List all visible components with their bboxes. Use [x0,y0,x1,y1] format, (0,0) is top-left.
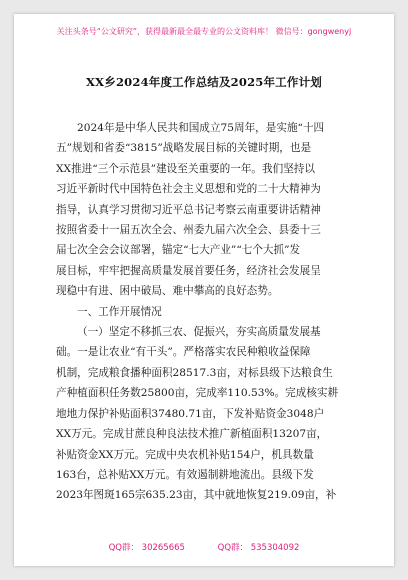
document-page [14,14,394,566]
paragraph-line: 指导，认真学习贯彻习近平总书记考察云南重要讲话精神 [56,203,321,216]
paragraph-line: 地地力保护补贴面积37480.71亩，下发补贴资金3048户 [56,407,325,420]
paragraph-line: 展目标，牢牢把握高质量发展首要任务，经济社会发展呈 [56,264,321,277]
paragraph-line: 产种植面积任务数25800亩，完成率110.53%。完成核实耕 [56,387,339,400]
qq-group-1: QQ群： 30265665 [108,543,185,553]
header-banner: 关注头条号“公文研究”，获得最新最全最专业的公文资料库！ 微信号：gongwenyj [56,27,352,36]
page-title: XX乡2024年度工作总结及2025年工作计划 [86,75,322,89]
paragraph-line: XX推进“三个示范县”建设至关重要的一年。我们坚持以 [56,162,315,175]
paragraph-line: 础。一是让农业“有干头”。严格落实农民种粮收益保障 [56,346,311,359]
paragraph-line: 习近平新时代中国特色社会主义思想和党的二十大精神为 [56,183,321,196]
paragraph-line: 现稳中有进、困中破局、难中攀高的良好态势。 [56,285,279,298]
paragraph-line: 五”规划和省委“3815”战略发展目标的关键时期，也是 [56,142,312,155]
paragraph-line: （一）坚定不移抓三农、促振兴，夯实高质量发展基 [77,326,321,339]
paragraph-line: 补贴资金XX万元。完成中央农机补贴154户，机具数量 [56,448,314,461]
paragraph-line: XX万元。完成甘蔗良种良法技术推广新植面积13207亩， [56,428,328,441]
document-body [56,118,356,506]
qq-group-2: QQ群： 535304092 [217,543,300,553]
paragraph-line: 2023年图斑165宗635.23亩，其中就地恢复219.09亩，补 [56,489,337,502]
footer-contacts [14,541,394,553]
paragraph-line: 按照省委十一届五次全会、州委九届六次全会、县委十三 [56,224,321,237]
paragraph-line: 机制，完成粮食播种面积28517.3亩，对标县级下达粮食生 [56,366,333,379]
section-heading: 一、工作开展情况 [77,305,162,318]
paragraph-line: 163台，总补贴XX万元。有效遏制耕地流出。县级下发 [56,468,314,481]
paragraph-line: 2024年是中华人民共和国成立75周年，是实施“十四 [77,122,325,134]
paragraph-line: 届七次全会会议部署，锚定“七大产业”“七个大抓”发 [56,244,301,257]
